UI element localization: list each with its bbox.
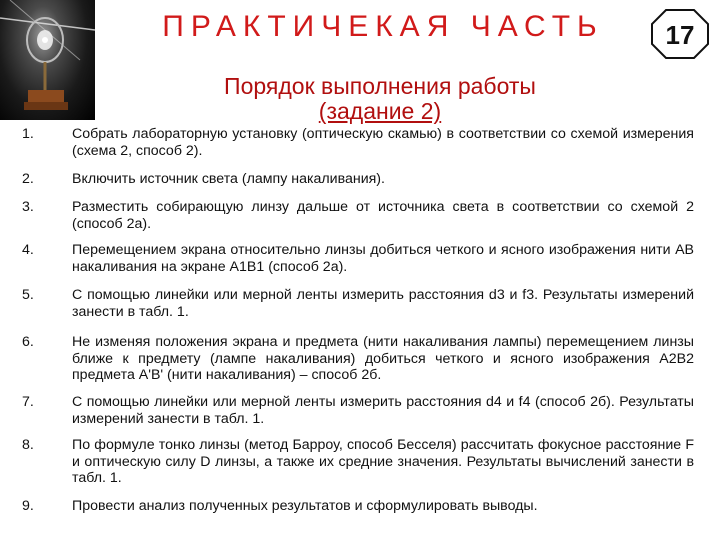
step-number: 7.	[22, 394, 34, 410]
step-number: 1.	[22, 126, 34, 142]
step-text: Не изменяя положения экрана и предмета (нити накаливания лампы) перемещением линзы ближе к предмету (лампе накаливания) добиться четкого и ясного изображения А2В2 предмета А'В' (нити накаливания) – способ 2б.	[72, 334, 694, 384]
subtitle-line-2: (задание 2)	[318, 98, 442, 124]
step-number: 9.	[22, 498, 34, 514]
step-number: 5.	[22, 287, 34, 303]
step-number: 6.	[22, 334, 34, 350]
step-item	[22, 394, 694, 427]
step-item	[22, 126, 694, 159]
step-item	[22, 334, 694, 384]
step-number: 8.	[22, 437, 34, 453]
step-text: Перемещением экрана относительно линзы добиться четкого и ясного изображения нити АВ накаливания на экране А1В1 (способ 2а).	[72, 242, 694, 275]
step-number: 4.	[22, 242, 34, 258]
page-number-text: 17	[665, 20, 695, 50]
step-text: По формуле тонко линзы (метод Барроу, способ Бесселя) рассчитать фокусное расстояние F и оптическую силу D линзы, а также их средние значения. Результаты вычислений занести в табл. 1.	[72, 437, 694, 487]
step-item	[22, 242, 694, 275]
step-text: Собрать лабораторную установку (оптическую скамью) в соответствии со схемой измерения (схема 2, способ 2).	[72, 126, 694, 159]
step-item	[22, 437, 694, 487]
step-item	[22, 287, 694, 320]
lamp-illustration	[0, 0, 95, 120]
subtitle-line-1: Порядок выполнения работы	[224, 73, 536, 99]
step-number: 2.	[22, 171, 34, 187]
page-number-badge	[650, 8, 710, 60]
section-subtitle	[160, 74, 600, 124]
step-text: Провести анализ полученных результатов и сформулировать выводы.	[72, 498, 538, 514]
step-text: Разместить собирающую линзу дальше от источника света в соответствии со схемой 2 (способ 2а).	[72, 199, 694, 232]
step-item	[22, 199, 694, 232]
step-number: 3.	[22, 199, 34, 215]
step-text: Включить источник света (лампу накаливания).	[72, 171, 385, 187]
step-item	[22, 171, 694, 188]
step-item	[22, 498, 694, 515]
page-title: ПРАКТИЧЕКАЯ ЧАСТЬ	[162, 10, 604, 43]
step-text: С помощью линейки или мерной ленты измерить расстояния d3 и f3. Результаты измерений занести в табл. 1.	[72, 287, 694, 320]
step-text: С помощью линейки или мерной ленты измерить расстояния d4 и f4 (способ 2б). Результаты измерений занести в табл. 1.	[72, 394, 694, 427]
